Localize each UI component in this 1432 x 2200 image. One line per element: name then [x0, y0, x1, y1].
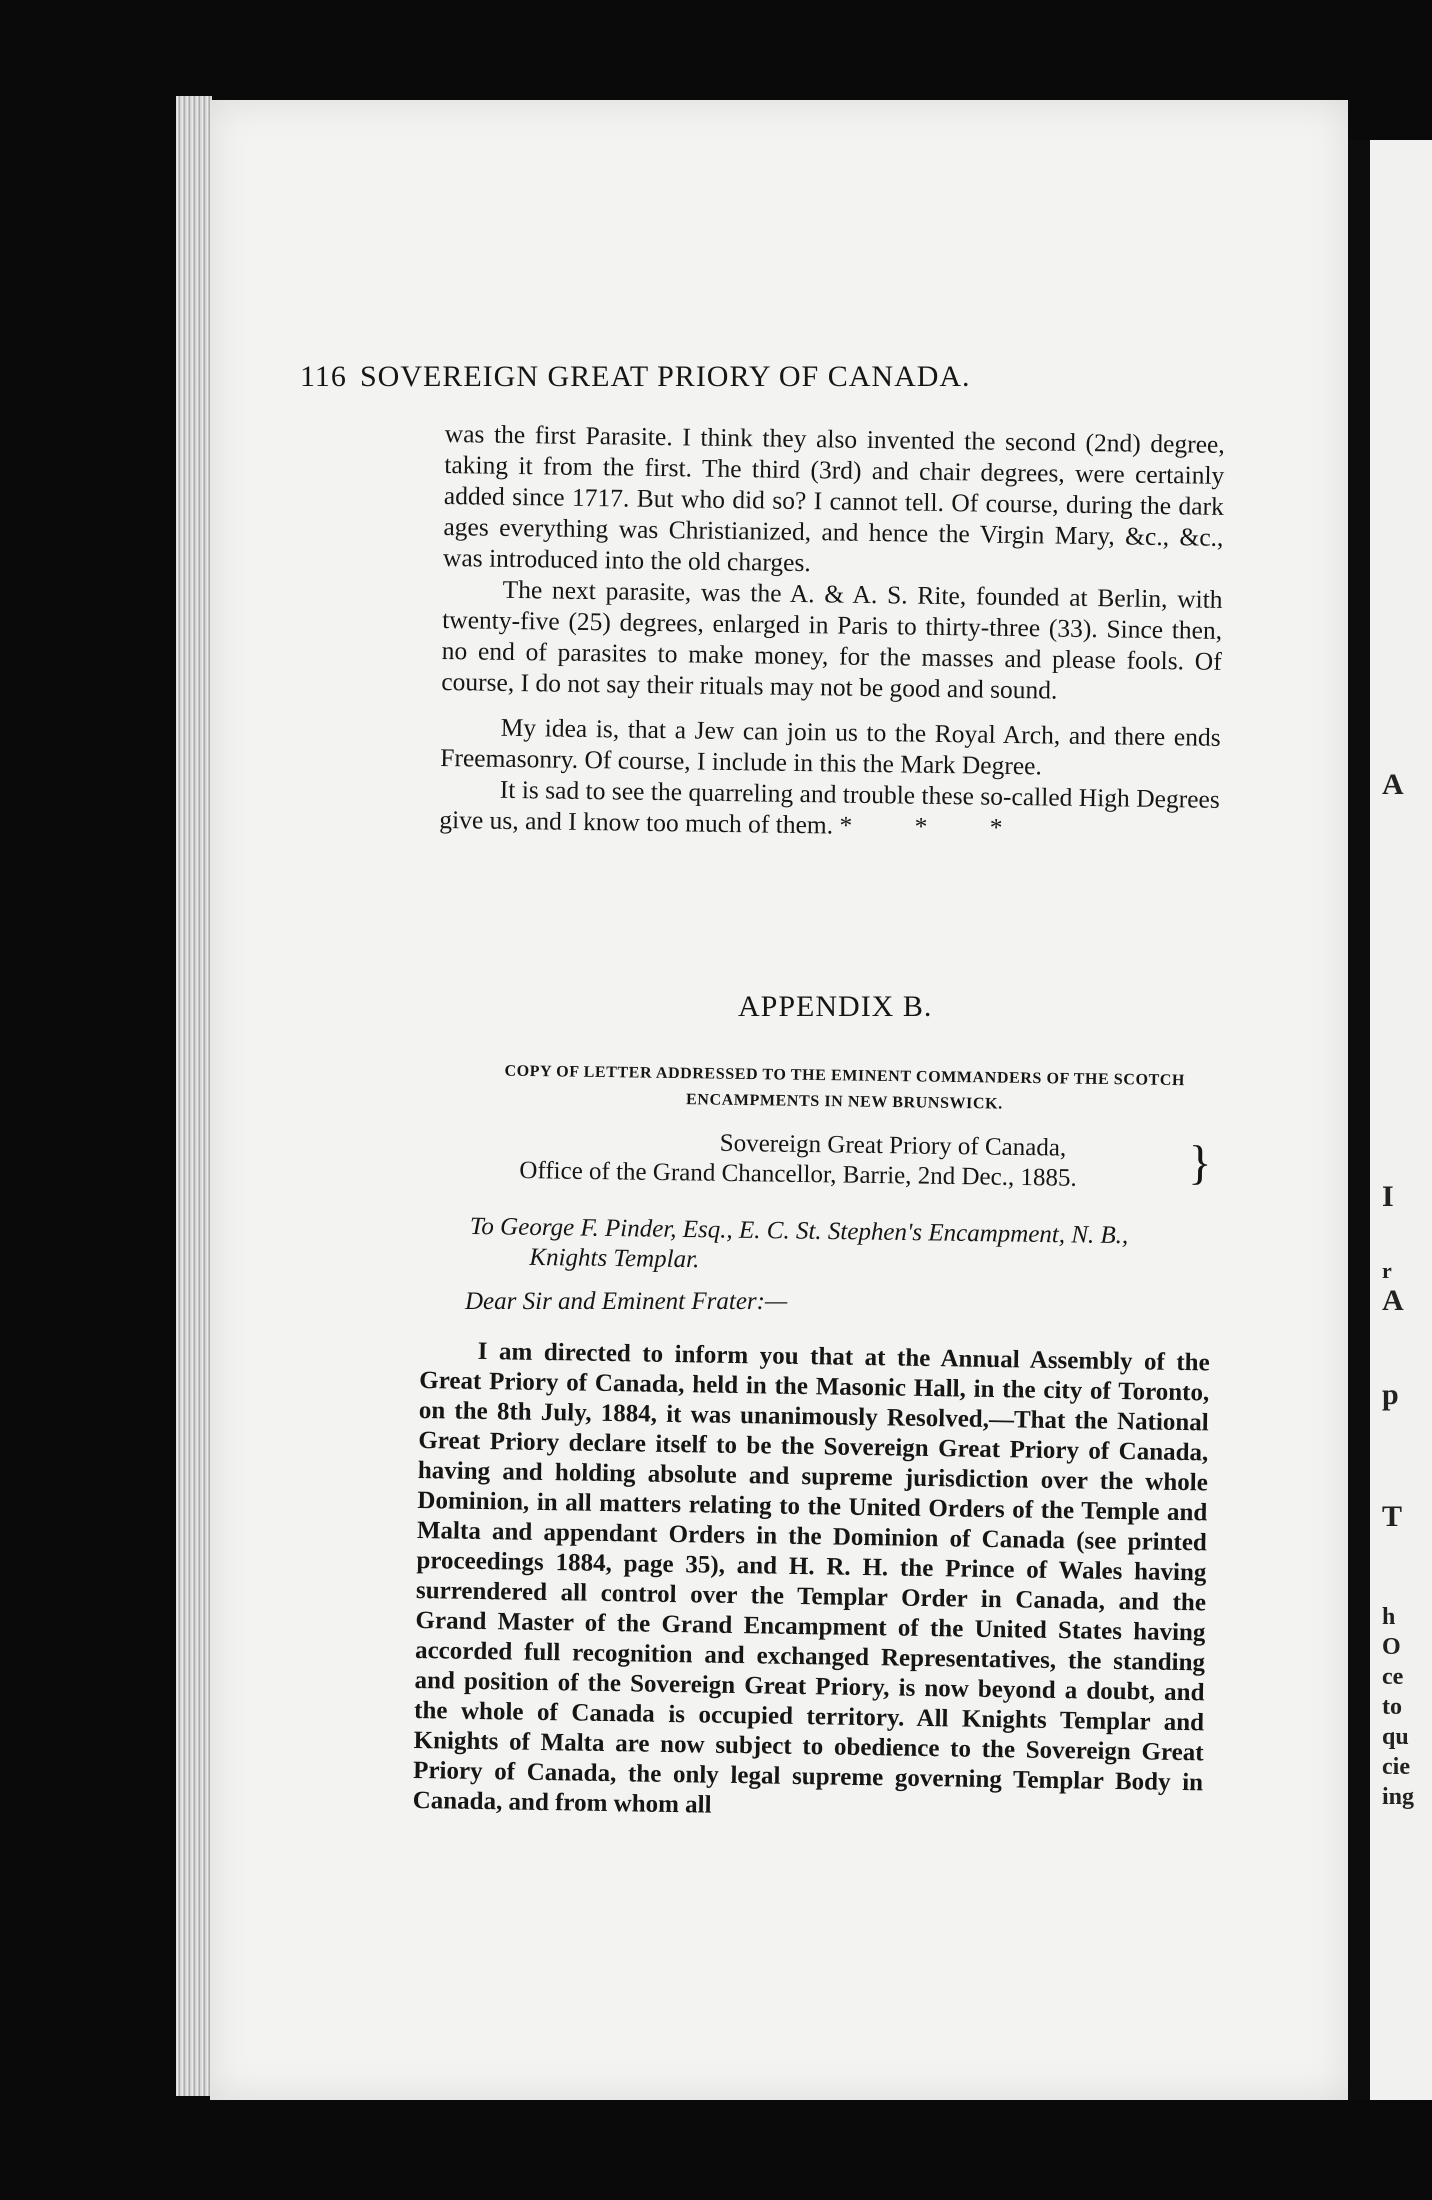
adjacent-fragment: r	[1382, 1258, 1392, 1283]
paragraph: My idea is, that a Jew can join us to the Royal Arch, and there ends Freemasonry. Of course, I include in this the Mark Degree.	[440, 712, 1221, 781]
paragraph	[439, 773, 1220, 846]
adjacent-fragment: to	[1382, 1694, 1402, 1720]
caption-line: COPY OF LETTER ADDRESSED TO THE EMINENT COMMANDERS OF THE SCOTCH	[504, 1062, 1186, 1090]
adjacent-fragment: I	[1382, 1180, 1394, 1213]
adjacent-fragment: h	[1382, 1604, 1396, 1630]
letter-body	[412, 1336, 1209, 1828]
appendix-caption	[459, 1058, 1230, 1121]
address-line: Office of the Grand Chancellor, Barrie, 2nd Dec., 1885.	[519, 1156, 1077, 1192]
caption-line: ENCAMPMENTS IN NEW BRUNSWICK.	[685, 1091, 1003, 1113]
page-number: 116	[300, 360, 347, 393]
adjacent-fragment: T	[1382, 1500, 1403, 1533]
adjacent-fragment: ce	[1382, 1664, 1404, 1690]
page-edge-leaves	[176, 96, 212, 2096]
recipient-line: Knights Templar.	[529, 1243, 700, 1274]
adjacent-fragment: O	[1382, 1634, 1401, 1660]
address-line: Sovereign Great Priory of Canada,	[719, 1129, 1067, 1162]
adjacent-fragment: ing	[1382, 1784, 1415, 1810]
adjacent-fragment: cie	[1382, 1754, 1410, 1780]
paragraph-text: It is sad to see the quarreling and trouble these so-called High Degrees give us, and I know too much of them.	[439, 774, 1220, 840]
adjacent-fragment: qu	[1382, 1724, 1409, 1750]
appendix-heading: APPENDIX B.	[738, 990, 933, 1023]
running-title: SOVEREIGN GREAT PRIORY OF CANADA.	[360, 360, 971, 393]
paragraph: I am directed to inform you that at the Annual Assembly of the Great Priory of Canada, held in the Masonic Hall, in the city of Toronto, on the 8th July, 1884, it was unanimously Resolved,—That the National Great Priory declare itself to be the Sovereign Great Priory of Canada, having and holding absolute and supreme jurisdiction over the whole Dominion, in all matters relating to the United Orders of the Temple and Malta and appendant Orders in the Dominion of Canada (see printed proceedings 1884, page 35), and H. R. H. the Prince of Wales having surrendered all control over the Templar Order in Canada, and the Grand Master of the Grand Encampment of the United States having accorded full recognition and exchanged Representatives, the standing and position of the Sovereign Great Priory, is now beyond a doubt, and the whole of Canada is occupied territory. All Knights Templar and Knights of Malta are now subject to obedience to the Sovereign Great Priory of Canada, the only legal supreme governing Templar Body in Canada, and from whom all	[412, 1337, 1210, 1819]
ellipsis-stars: * * *	[839, 810, 1031, 843]
letter-address	[519, 1126, 1220, 1196]
adjacent-fragment: p	[1382, 1378, 1399, 1411]
letter-recipient	[469, 1212, 1230, 1283]
paragraph: was the first Parasite. I think they also invented the second (2nd) degree, taking it from the first. The third (3rd) and chair degrees, were certainly added since 1717. But who did so? I cannot tell. Of course, during the dark ages everything was Christianized, and hence the Virgin Mary, &c., &c., was introduced into the old charges.	[442, 418, 1225, 578]
adjacent-fragment: A	[1382, 768, 1404, 801]
brace-glyph: }	[1188, 1136, 1212, 1190]
adjacent-fragment: A	[1382, 1284, 1404, 1317]
gutter-shadow	[1348, 140, 1370, 2100]
upper-text	[439, 418, 1225, 846]
salutation: Dear Sir and Eminent Frater:—	[465, 1288, 788, 1315]
paragraph: The next parasite, was the A. & A. S. Rite, founded at Berlin, with twenty-five (25) degrees, enlarged in Paris to thirty-three (33). Since then, no end of parasites to make money, for the masses and please fools. Of course, I do not say their rituals may not be good and sound.	[441, 574, 1223, 705]
recipient-line: To George F. Pinder, Esq., E. C. St. Stephen's Encampment, N. B.,	[469, 1212, 1129, 1250]
